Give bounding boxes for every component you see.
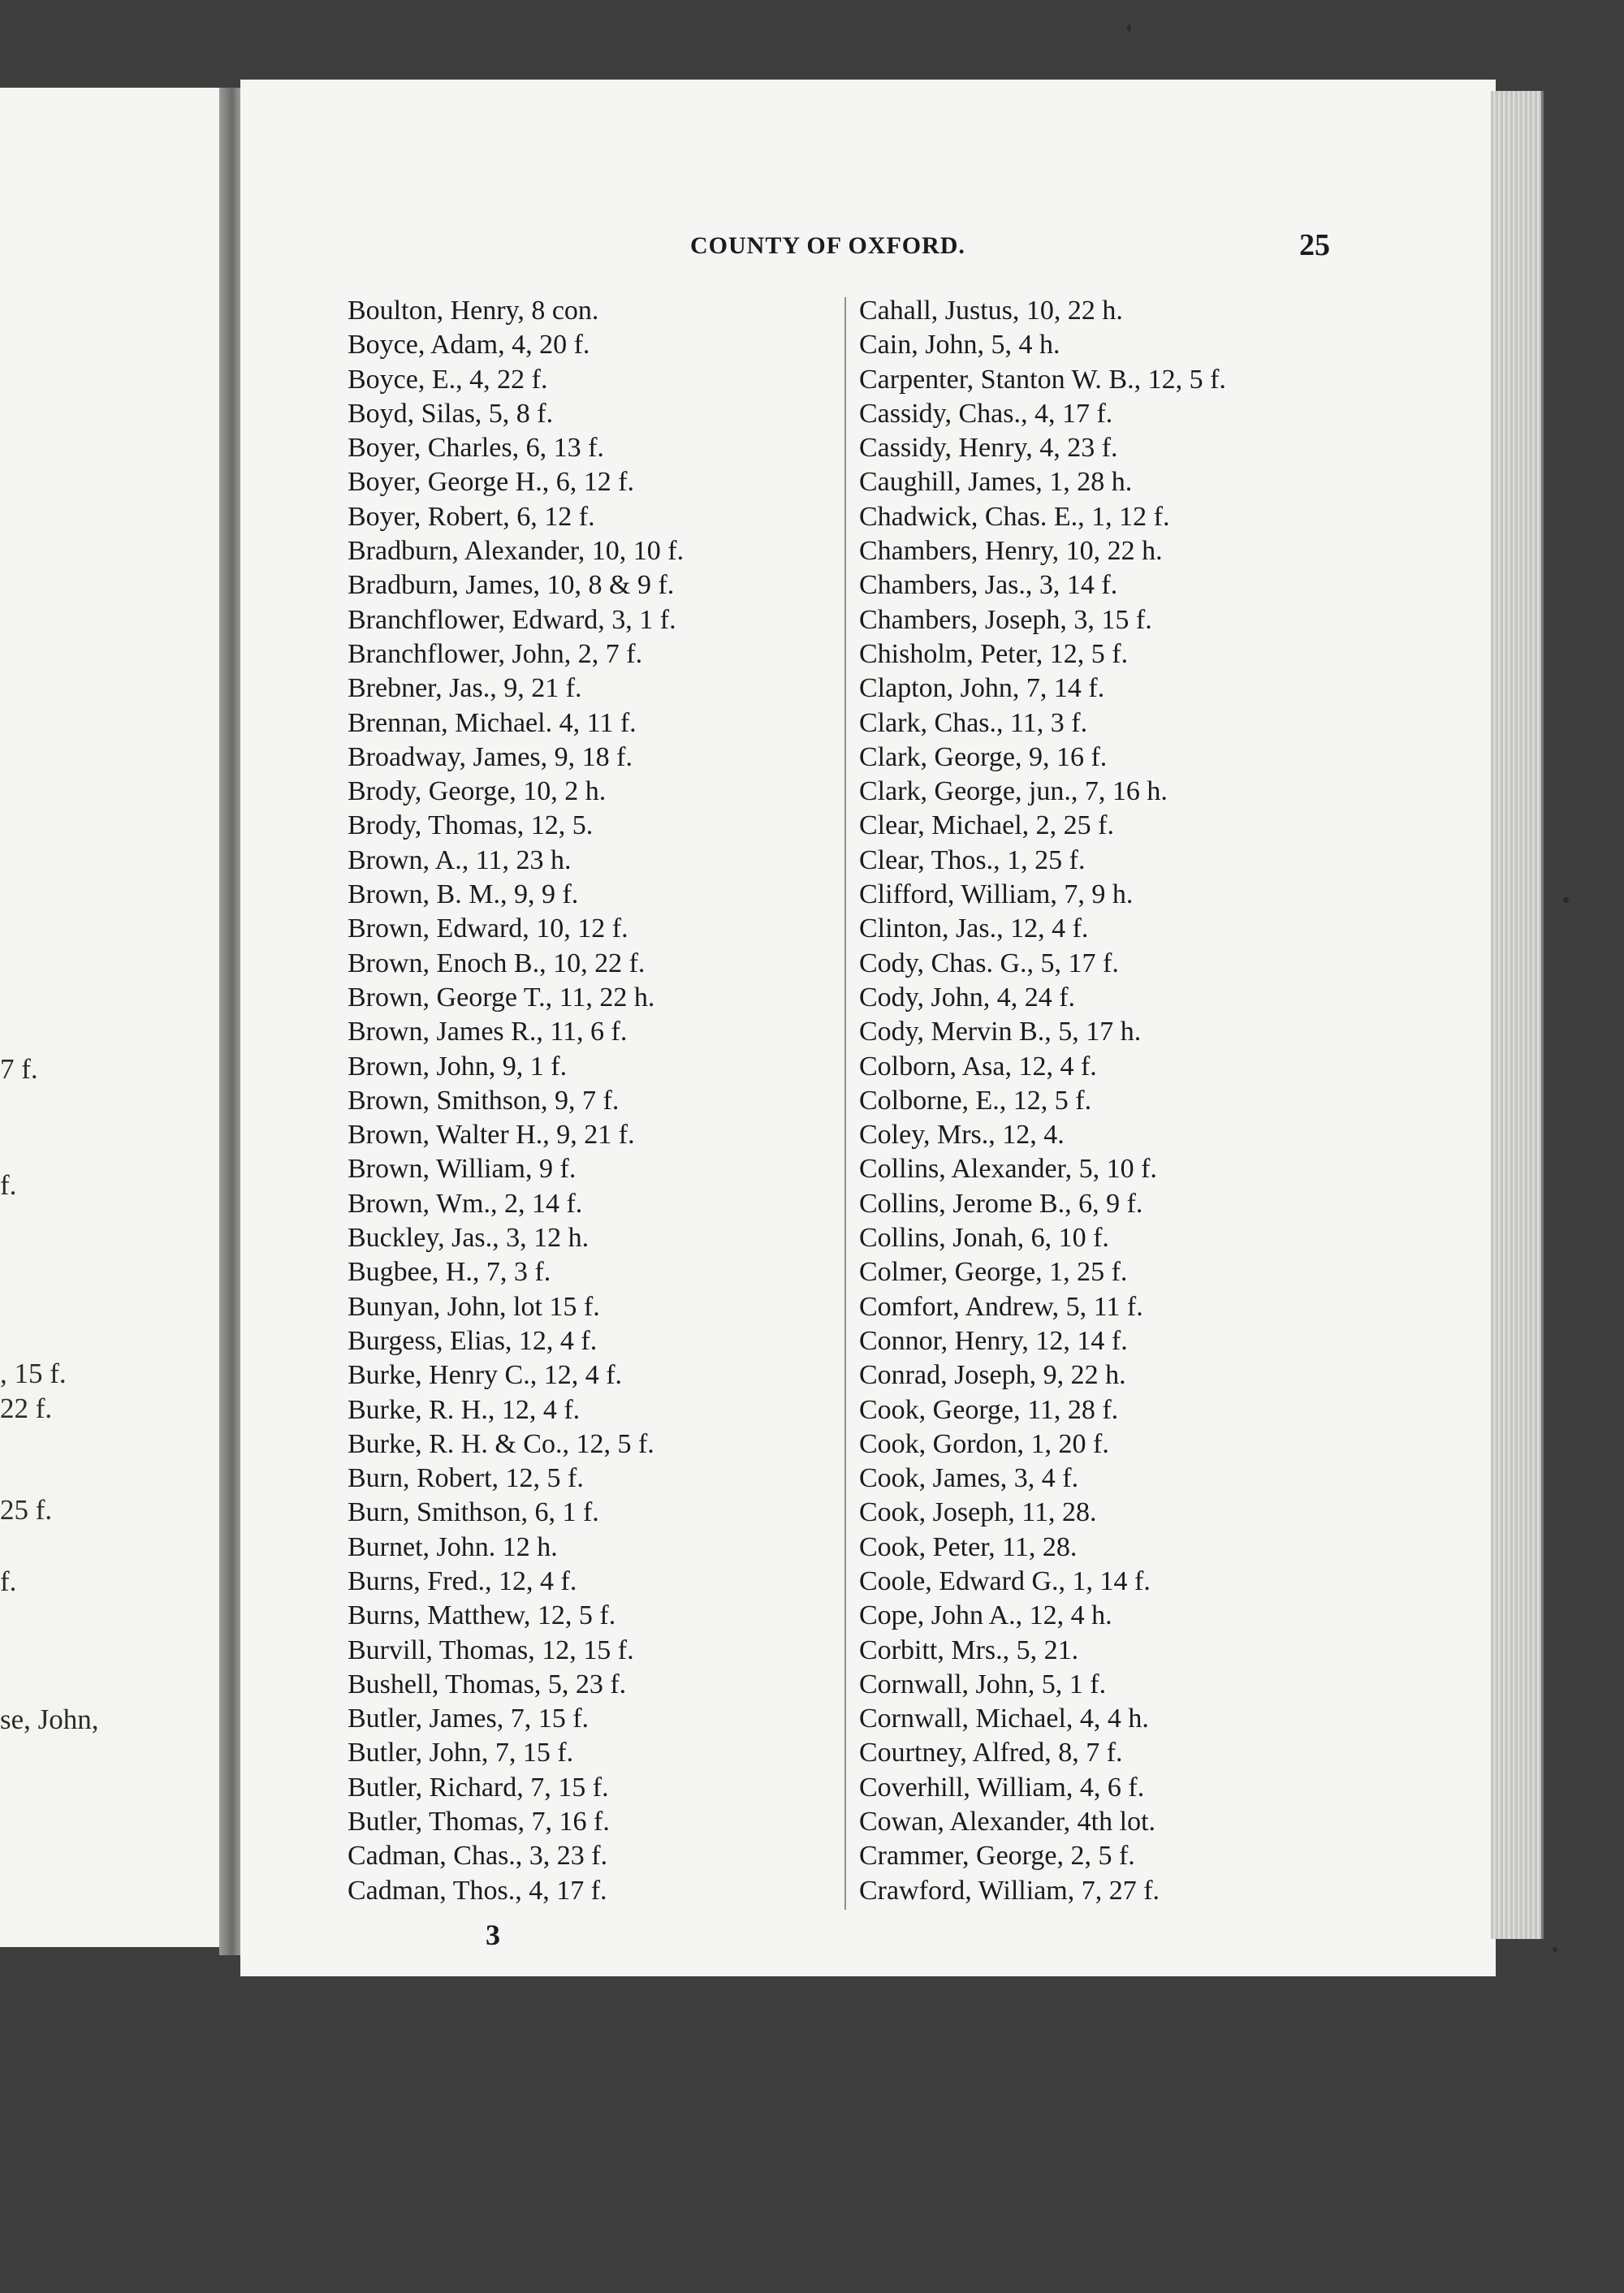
directory-entry: Cassidy, Chas., 4, 17 f.: [859, 398, 1113, 429]
directory-entry: Clapton, John, 7, 14 f.: [859, 673, 1105, 704]
directory-entry: Boyce, E., 4, 22 f.: [348, 364, 548, 395]
directory-entry: Burns, Fred., 12, 4 f.: [348, 1565, 577, 1596]
directory-entry: Conrad, Joseph, 9, 22 h.: [859, 1360, 1126, 1391]
directory-entry: Clinton, Jas., 12, 4 f.: [859, 913, 1089, 944]
page-number: 25: [1299, 228, 1330, 262]
signature-mark: 3: [486, 1919, 500, 1951]
directory-entry: Brown, John, 9, 1 f.: [348, 1051, 568, 1082]
directory-entry: Boyce, Adam, 4, 20 f.: [348, 330, 590, 361]
directory-entry: Buckley, Jas., 3, 12 h.: [348, 1223, 590, 1254]
directory-entry: Boulton, Henry, 8 con.: [348, 296, 599, 326]
directory-entry: Brown, A., 11, 23 h.: [348, 844, 572, 875]
directory-entry: Cassidy, Henry, 4, 23 f.: [859, 433, 1118, 464]
directory-entry: Corbitt, Mrs., 5, 21.: [859, 1634, 1079, 1665]
directory-entry: Colborne, E., 12, 5 f.: [859, 1085, 1092, 1116]
directory-entry: Branchflower, John, 2, 7 f.: [348, 638, 643, 669]
directory-entry: Clifford, William, 7, 9 h.: [859, 879, 1134, 910]
directory-entry: Brown, Walter H., 9, 21 f.: [348, 1120, 635, 1151]
directory-entry: Brown, William, 9 f.: [348, 1154, 577, 1185]
directory-entry: Cain, John, 5, 4 h.: [859, 330, 1060, 361]
directory-entry: Branchflower, Edward, 3, 1 f.: [348, 604, 676, 635]
directory-entry: Bugbee, H., 7, 3 f.: [348, 1257, 551, 1288]
left-page-fragment: se, John,: [0, 1704, 99, 1735]
directory-entry: Burns, Matthew, 12, 5 f.: [348, 1600, 616, 1631]
directory-entry: Brown, Edward, 10, 12 f.: [348, 913, 628, 944]
directory-entry: Brown, B. M., 9, 9 f.: [348, 879, 579, 910]
directory-entry: Chisholm, Peter, 12, 5 f.: [859, 638, 1129, 669]
scan-speck: [1553, 1947, 1557, 1952]
directory-entry: Clark, George, jun., 7, 16 h.: [859, 776, 1168, 807]
directory-entry: Brown, Enoch B., 10, 22 f.: [348, 948, 646, 978]
directory-entry: Collins, Jonah, 6, 10 f.: [859, 1223, 1109, 1254]
directory-entry: Bushell, Thomas, 5, 23 f.: [348, 1669, 627, 1699]
directory-entry: Coverhill, William, 4, 6 f.: [859, 1772, 1145, 1803]
directory-entry: Collins, Jerome B., 6, 9 f.: [859, 1188, 1143, 1219]
directory-entry: Cahall, Justus, 10, 22 h.: [859, 296, 1123, 326]
directory-entry: Burke, R. H. & Co., 12, 5 f.: [348, 1428, 654, 1459]
directory-entry: Boyer, Robert, 6, 12 f.: [348, 501, 595, 532]
scan-speck: [1127, 24, 1131, 32]
left-page-fragment: f.: [0, 1169, 17, 1201]
directory-entry: Cook, Joseph, 11, 28.: [859, 1497, 1097, 1528]
directory-entry: Boyer, Charles, 6, 13 f.: [348, 433, 604, 464]
directory-entry: Clark, Chas., 11, 3 f.: [859, 707, 1088, 738]
directory-entry: Cornwall, John, 5, 1 f.: [859, 1669, 1107, 1699]
directory-entry: Butler, James, 7, 15 f.: [348, 1704, 590, 1734]
directory-entry: Brennan, Michael. 4, 11 f.: [348, 707, 637, 738]
directory-entry: Cornwall, Michael, 4, 4 h.: [859, 1704, 1149, 1734]
directory-entry: Cook, George, 11, 28 f.: [859, 1394, 1119, 1425]
left-page: [0, 88, 226, 1947]
directory-entry: Broadway, James, 9, 18 f.: [348, 741, 633, 772]
directory-entry: Chadwick, Chas. E., 1, 12 f.: [859, 501, 1170, 532]
left-page-fragment: f.: [0, 1565, 17, 1597]
directory-entry: Brody, George, 10, 2 h.: [348, 776, 607, 807]
left-page-fragment: , 15 f.: [0, 1358, 67, 1389]
directory-entry: Boyer, George H., 6, 12 f.: [348, 467, 635, 498]
directory-entry: Burvill, Thomas, 12, 15 f.: [348, 1634, 634, 1665]
directory-entry: Cook, James, 3, 4 f.: [859, 1463, 1079, 1494]
directory-entry: Burnet, John. 12 h.: [348, 1531, 558, 1562]
directory-entry: Connor, Henry, 12, 14 f.: [859, 1325, 1128, 1356]
directory-entry: Caughill, James, 1, 28 h.: [859, 467, 1133, 498]
directory-entry: Courtney, Alfred, 8, 7 f.: [859, 1738, 1123, 1768]
directory-entry: Bunyan, John, lot 15 f.: [348, 1291, 600, 1322]
directory-entry: Cody, Chas. G., 5, 17 f.: [859, 948, 1119, 978]
directory-entry: Butler, Richard, 7, 15 f.: [348, 1772, 609, 1803]
directory-entry: Butler, John, 7, 15 f.: [348, 1738, 574, 1768]
scan-speck: [1563, 897, 1569, 903]
directory-entry: Cody, John, 4, 24 f.: [859, 982, 1076, 1013]
directory-entry: Comfort, Andrew, 5, 11 f.: [859, 1291, 1143, 1322]
directory-entry: Burn, Robert, 12, 5 f.: [348, 1463, 584, 1494]
directory-entry: Bradburn, James, 10, 8 & 9 f.: [348, 570, 675, 601]
directory-entry: Burke, R. H., 12, 4 f.: [348, 1394, 581, 1425]
page-edges: [1491, 91, 1544, 1939]
directory-column-left: [348, 294, 684, 1908]
directory-entry: Cadman, Chas., 3, 23 f.: [348, 1841, 608, 1872]
directory-entry: Brebner, Jas., 9, 21 f.: [348, 673, 582, 704]
directory-entry: Chambers, Joseph, 3, 15 f.: [859, 604, 1152, 635]
directory-entry: Burgess, Elias, 12, 4 f.: [348, 1325, 598, 1356]
directory-entry: Cadman, Thos., 4, 17 f.: [348, 1875, 607, 1906]
directory-entry: Chambers, Jas., 3, 14 f.: [859, 570, 1118, 601]
directory-entry: Coley, Mrs., 12, 4.: [859, 1120, 1065, 1151]
directory-entry: Butler, Thomas, 7, 16 f.: [348, 1807, 610, 1837]
directory-column-right: [859, 294, 1226, 1908]
directory-entry: Burn, Smithson, 6, 1 f.: [348, 1497, 599, 1528]
directory-entry: Brown, George T., 11, 22 h.: [348, 982, 655, 1013]
column-divider: [844, 297, 846, 1910]
directory-entry: Clear, Thos., 1, 25 f.: [859, 844, 1086, 875]
directory-entry: Clark, George, 9, 16 f.: [859, 741, 1108, 772]
page-header-title: COUNTY OF OXFORD.: [690, 232, 965, 259]
directory-entry: Cody, Mervin B., 5, 17 h.: [859, 1017, 1142, 1047]
directory-entry: Brody, Thomas, 12, 5.: [348, 810, 594, 841]
directory-entry: Brown, Wm., 2, 14 f.: [348, 1188, 583, 1219]
left-page-fragment: 25 f.: [0, 1494, 53, 1526]
directory-entry: Burke, Henry C., 12, 4 f.: [348, 1360, 623, 1391]
directory-entry: Cook, Gordon, 1, 20 f.: [859, 1428, 1109, 1459]
directory-entry: Clear, Michael, 2, 25 f.: [859, 810, 1114, 841]
directory-entry: Carpenter, Stanton W. B., 12, 5 f.: [859, 364, 1226, 395]
directory-entry: Crawford, William, 7, 27 f.: [859, 1875, 1160, 1906]
directory-entry: Coole, Edward G., 1, 14 f.: [859, 1565, 1151, 1596]
left-page-fragment: 22 f.: [0, 1393, 53, 1424]
directory-entry: Brown, James R., 11, 6 f.: [348, 1017, 628, 1047]
directory-entry: Colborn, Asa, 12, 4 f.: [859, 1051, 1097, 1082]
directory-entry: Chambers, Henry, 10, 22 h.: [859, 536, 1163, 567]
directory-entry: Bradburn, Alexander, 10, 10 f.: [348, 536, 685, 567]
directory-entry: Cope, John A., 12, 4 h.: [859, 1600, 1112, 1631]
directory-entry: Crammer, George, 2, 5 f.: [859, 1841, 1135, 1872]
left-page-fragment: 7 f.: [0, 1053, 38, 1085]
directory-entry: Cowan, Alexander, 4th lot.: [859, 1807, 1156, 1837]
directory-entry: Colmer, George, 1, 25 f.: [859, 1257, 1128, 1288]
directory-entry: Brown, Smithson, 9, 7 f.: [348, 1085, 620, 1116]
directory-entry: Cook, Peter, 11, 28.: [859, 1531, 1078, 1562]
directory-entry: Collins, Alexander, 5, 10 f.: [859, 1154, 1157, 1185]
directory-entry: Boyd, Silas, 5, 8 f.: [348, 398, 554, 429]
